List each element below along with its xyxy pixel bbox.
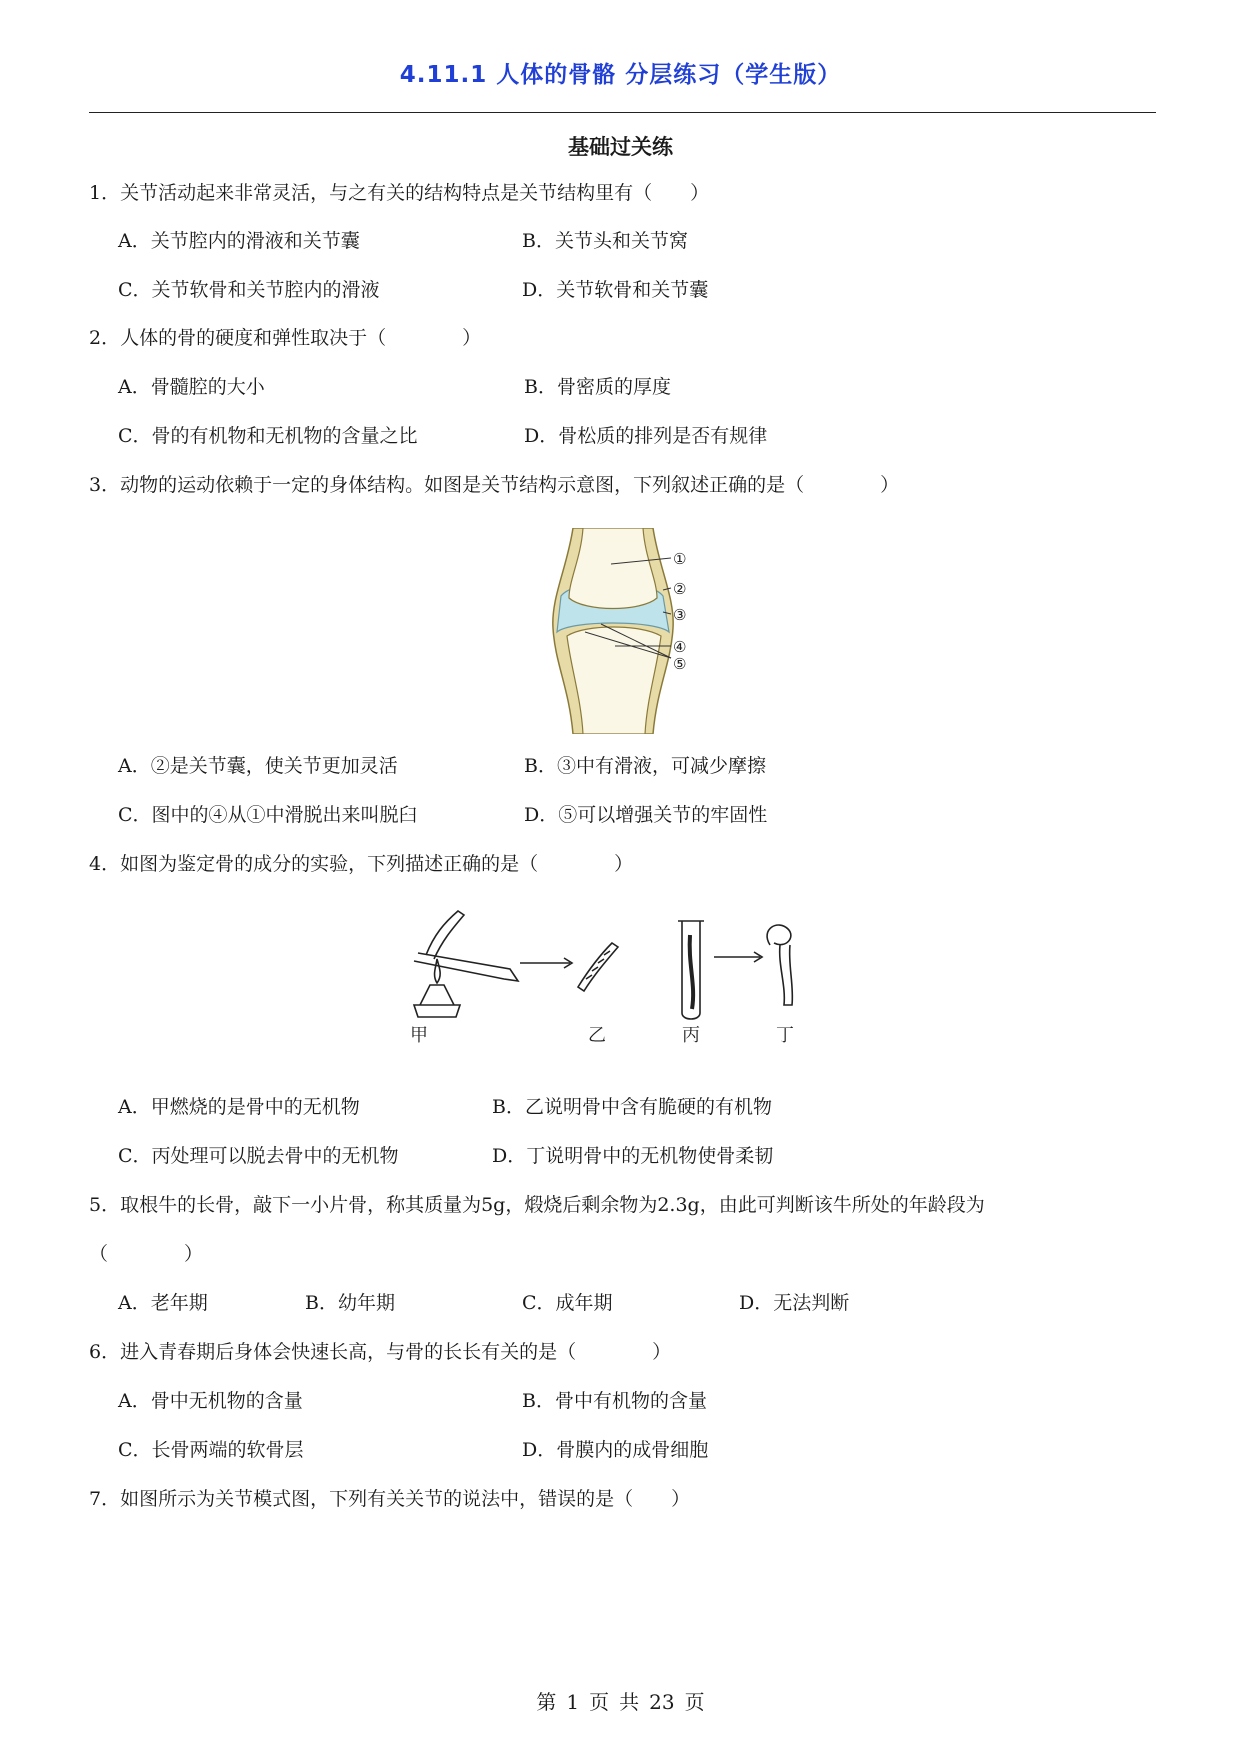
question-1-stem: 1．关节活动起来非常灵活，与之有关的结构特点是关节结构里有（ ） bbox=[89, 182, 710, 204]
q6-option-b[interactable]: B．骨中有机物的含量 bbox=[522, 1390, 707, 1412]
q1-option-d[interactable]: D．关节软骨和关节囊 bbox=[522, 279, 709, 301]
question-5-stem-continued: （ ） bbox=[89, 1243, 204, 1265]
q2-option-a[interactable]: A．骨髓腔的大小 bbox=[118, 376, 265, 398]
q3-option-b[interactable]: B．③中有滑液，可减少摩擦 bbox=[524, 755, 766, 777]
knotted-bone-icon bbox=[767, 925, 792, 1005]
q1-option-a[interactable]: A．关节腔内的滑液和关节囊 bbox=[118, 230, 360, 252]
joint-structure-diagram bbox=[545, 528, 715, 734]
q5-option-d[interactable]: D．无法判断 bbox=[739, 1292, 850, 1314]
question-3-stem: 3．动物的运动依赖于一定的身体结构。如图是关节结构示意图，下列叙述正确的是（ ） bbox=[89, 474, 900, 496]
diagram-label-4: ④ bbox=[673, 638, 687, 656]
figure-label-ding: 丁 bbox=[776, 1025, 794, 1046]
q6-option-c[interactable]: C．长骨两端的软骨层 bbox=[118, 1439, 304, 1461]
q3-option-d[interactable]: D．⑤可以增强关节的牢固性 bbox=[524, 804, 768, 826]
joint-socket-bone bbox=[567, 627, 661, 734]
question-4-stem: 4．如图为鉴定骨的成分的实验，下列描述正确的是（ ） bbox=[89, 853, 634, 875]
footer-word: 第 bbox=[536, 1690, 557, 1714]
tongs-icon bbox=[414, 953, 518, 981]
current-page-number: 1 bbox=[566, 1690, 580, 1714]
q6-option-d[interactable]: D．骨膜内的成骨细胞 bbox=[522, 1439, 709, 1461]
question-2-stem: 2．人体的骨的硬度和弹性取决于（ ） bbox=[89, 327, 482, 349]
alcohol-lamp-icon bbox=[414, 985, 460, 1017]
q5-option-c[interactable]: C．成年期 bbox=[522, 1292, 613, 1314]
q4-option-d[interactable]: D．丁说明骨中的无机物使骨柔韧 bbox=[492, 1145, 774, 1167]
q3-option-a[interactable]: A．②是关节囊，使关节更加灵活 bbox=[118, 755, 398, 777]
document-title: 4.11.1 人体的骨骼 分层练习（学生版） bbox=[399, 62, 842, 88]
diagram-label-2: ② bbox=[673, 580, 687, 598]
figure-label-yi: 乙 bbox=[588, 1025, 606, 1046]
q4-option-b[interactable]: B．乙说明骨中含有脆硬的有机物 bbox=[492, 1096, 772, 1118]
q5-option-b[interactable]: B．幼年期 bbox=[305, 1292, 395, 1314]
question-7-stem: 7．如图所示为关节模式图，下列有关关节的说法中，错误的是（ ） bbox=[89, 1488, 691, 1510]
q3-option-c[interactable]: C．图中的④从①中滑脱出来叫脱臼 bbox=[118, 804, 418, 826]
burning-bone-icon bbox=[426, 911, 464, 959]
section-title: 基础过关练 bbox=[568, 135, 673, 159]
figure-label-bing: 丙 bbox=[682, 1025, 700, 1046]
q2-option-d[interactable]: D．骨松质的排列是否有规律 bbox=[524, 425, 768, 447]
q4-option-a[interactable]: A．甲燃烧的是骨中的无机物 bbox=[118, 1096, 360, 1118]
figure-label-jia: 甲 bbox=[410, 1025, 428, 1046]
bone-composition-experiment-diagram bbox=[400, 905, 840, 1060]
page-footer bbox=[0, 1686, 1241, 1715]
q1-option-b[interactable]: B．关节头和关节窝 bbox=[522, 230, 688, 252]
footer-word: 共 bbox=[619, 1690, 640, 1714]
question-6-stem: 6．进入青春期后身体会快速长高，与骨的长长有关的是（ ） bbox=[89, 1341, 672, 1363]
q2-option-c[interactable]: C．骨的有机物和无机物的含量之比 bbox=[118, 425, 418, 447]
title-divider bbox=[89, 112, 1156, 113]
total-page-count: 23 bbox=[649, 1690, 675, 1714]
diagram-label-5: ⑤ bbox=[673, 655, 687, 673]
diagram-label-3: ③ bbox=[673, 606, 687, 624]
q6-option-a[interactable]: A．骨中无机物的含量 bbox=[118, 1390, 303, 1412]
footer-word: 页 bbox=[589, 1690, 610, 1714]
diagram-label-1: ① bbox=[673, 550, 687, 568]
q1-option-c[interactable]: C．关节软骨和关节腔内的滑液 bbox=[118, 279, 380, 301]
q2-option-b[interactable]: B．骨密质的厚度 bbox=[524, 376, 671, 398]
q4-option-c[interactable]: C．丙处理可以脱去骨中的无机物 bbox=[118, 1145, 399, 1167]
flame-icon bbox=[435, 959, 441, 983]
question-5-stem: 5．取根牛的长骨，敲下一小片骨，称其质量为5g，煅烧后剩余物为2.3g，由此可判断该牛所处的年龄段为 bbox=[89, 1194, 985, 1216]
footer-word: 页 bbox=[684, 1690, 705, 1714]
q5-option-a[interactable]: A．老年期 bbox=[118, 1292, 208, 1314]
soaked-bone-icon bbox=[690, 935, 693, 1009]
joint-head-bone bbox=[569, 528, 657, 609]
